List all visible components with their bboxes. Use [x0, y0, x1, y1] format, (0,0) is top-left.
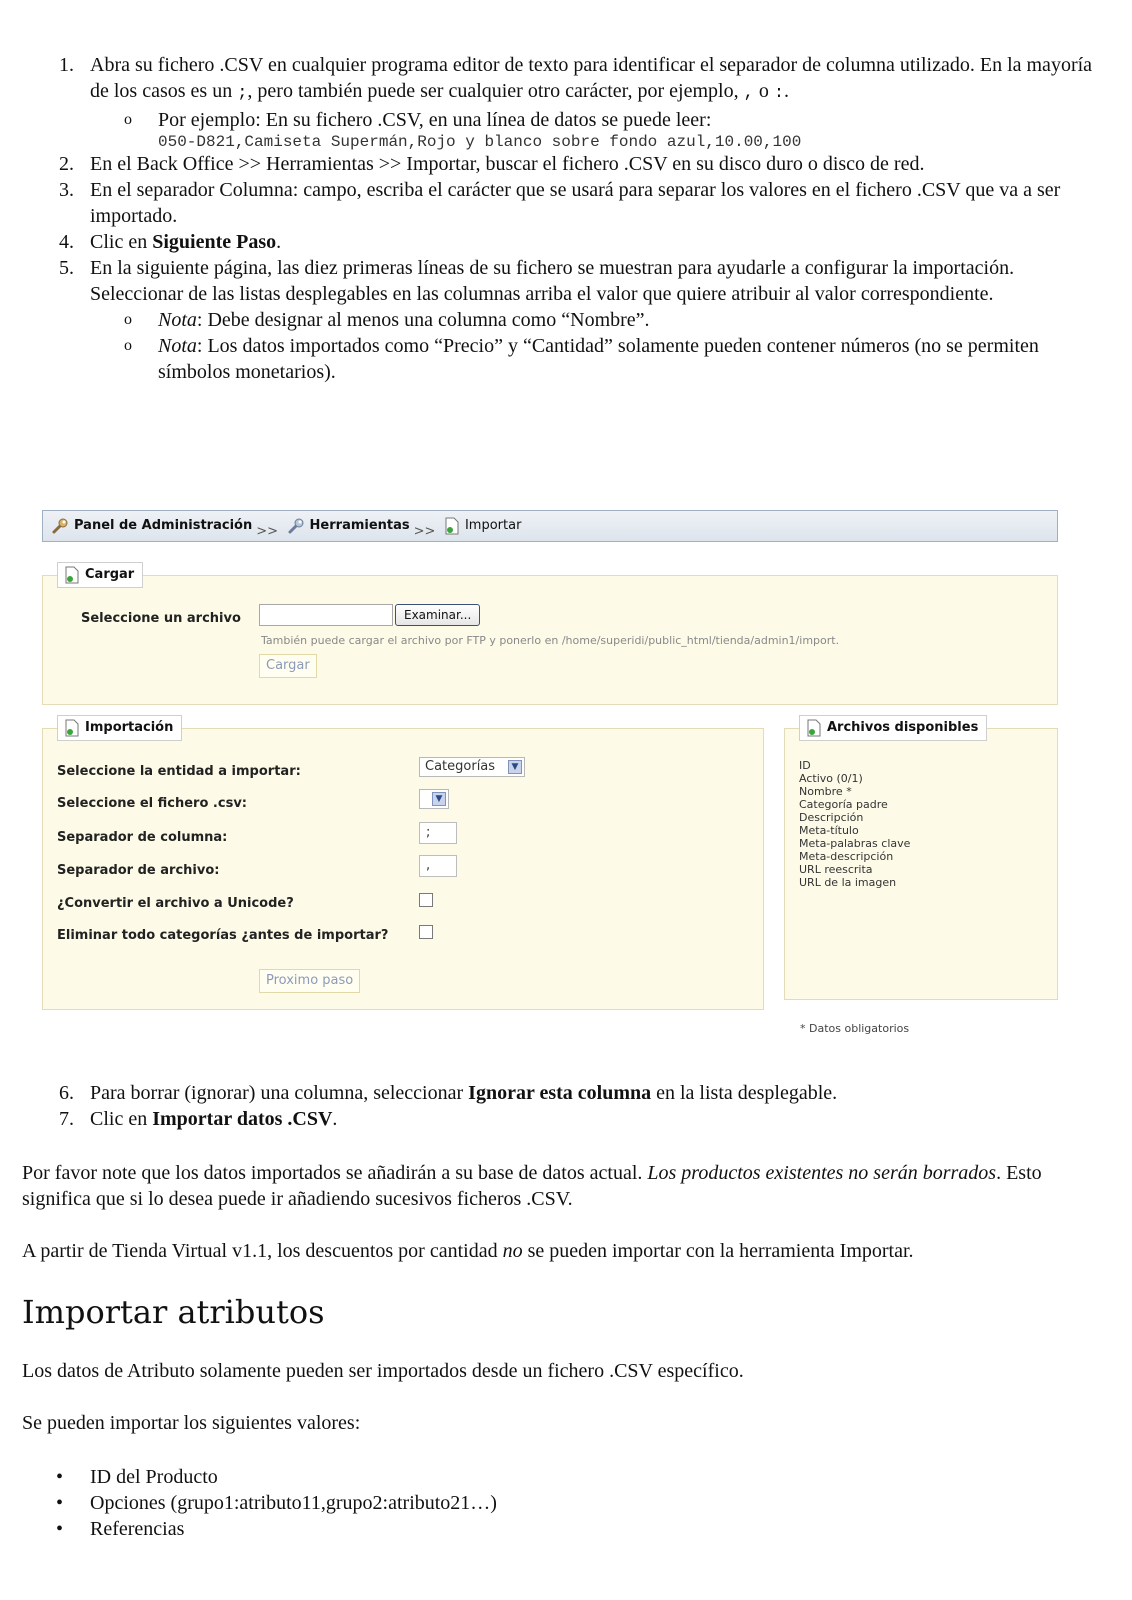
list-item: URL reescrita — [799, 863, 873, 876]
list-item: URL de la imagen — [799, 876, 897, 889]
next-step-button[interactable]: Proximo paso — [259, 969, 360, 993]
notes-sublist — [90, 307, 1110, 385]
select-file-label: Seleccione un archivo — [81, 611, 241, 626]
paragraph-values: Se pueden importar los siguientes valores: — [22, 1412, 361, 1434]
entity-select[interactable]: Categorías ▼ — [419, 757, 525, 777]
note-item: o Nota: Debe designar al menos una columna como “Nombre”. — [124, 309, 650, 331]
document-add-icon — [444, 517, 460, 535]
archivos-fieldset — [784, 720, 1058, 1000]
bullet-dot: • — [56, 1492, 64, 1514]
note-item: o Nota: Los datos importados como “Precio” y “Cantidad” solamente pueden contener números (no se permiten símbolos monetarios). — [124, 335, 1039, 383]
step-2: 2. En el Back Office >> Herramientas >> Importar, buscar el fichero .CSV en su disco duro o disco de red. — [59, 153, 925, 175]
upload-button[interactable]: Cargar — [259, 654, 317, 678]
column-separator-input[interactable]: ; — [419, 822, 457, 844]
paragraph-version: A partir de Tienda Virtual v1.1, los descuentos por cantidad no se pueden importar con la herramienta Importar. — [22, 1240, 914, 1262]
breadcrumb: Panel de Administración >> Herramientas >> Importar — [42, 510, 1058, 542]
unicode-label: ¿Convertir el archivo a Unicode? — [57, 896, 294, 911]
breadcrumb-panel[interactable]: Panel de Administración — [51, 511, 252, 541]
list-item: Descripción — [799, 811, 864, 824]
wrench-icon — [287, 517, 305, 535]
csv-file-select[interactable] — [419, 789, 449, 809]
list-item: Activo (0/1) — [799, 772, 863, 785]
file-separator-label: Separador de archivo: — [57, 863, 220, 878]
chevron-down-icon: ▼ — [432, 792, 446, 806]
step-7: 7. Clic en Importar datos .CSV. — [59, 1108, 338, 1130]
cargar-fieldset — [42, 567, 1058, 705]
step-4: 4. Clic en Siguiente Paso. — [59, 231, 282, 253]
steps-list-top — [0, 52, 1110, 385]
list-item: Categoría padre — [799, 798, 888, 811]
example-item: o Por ejemplo: En su fichero .CSV, en una línea de datos se puede leer: — [124, 109, 712, 131]
paragraph-attributes: Los datos de Atributo solamente pueden ser importados desde un fichero .CSV específico. — [22, 1360, 744, 1382]
values-list — [0, 1464, 497, 1542]
document-add-icon — [64, 566, 80, 584]
unicode-checkbox[interactable] — [419, 893, 433, 907]
breadcrumb-tools[interactable]: Herramientas — [287, 511, 410, 541]
entity-label: Seleccione la entidad a importar: — [57, 764, 301, 779]
breadcrumb-import: Importar — [444, 511, 521, 541]
step-1: 1. Abra su fichero .CSV en cualquier programa editor de texto para identificar el separador de columna utilizado. En la mayoría de los casos es un ;, pero también puede ser cualquier otro carácter, por ejemplo, , o :. o Por ejemplo: En su fichero .CSV, en una línea de datos se puede leer: 050-D821,Camiseta Supermán,Rojo y blanco sobre fondo azul,10.00,100 — [0, 52, 1110, 151]
file-path-input[interactable] — [259, 604, 393, 626]
admin-import-screenshot — [40, 510, 1060, 1055]
bullet-dot: • — [56, 1466, 64, 1488]
step-5: 5. En la siguiente página, las diez primeras líneas de su fichero se muestran para ayudarle a configurar la importación. Seleccionar de las listas desplegables en las columnas arriba el valor que quiere atribuir al valor correspondiente. o Nota: Debe designar al menos una columna como “Nombre”. o Nota: Los datos importados como “Precio” y “Cantidad” solamente pueden contener números (no se permiten símbolos monetarios). — [0, 255, 1110, 385]
bullet-dot: • — [56, 1518, 64, 1540]
example-sublist — [90, 107, 1110, 133]
csv-example-line: 050-D821,Camiseta Supermán,Rojo y blanco sobre fondo azul,10.00,100 — [158, 133, 802, 151]
list-item: • Referencias — [56, 1518, 185, 1540]
file-separator-input[interactable]: , — [419, 855, 457, 877]
section-heading: Importar atributos — [22, 1293, 325, 1331]
list-item: Meta-palabras clave — [799, 837, 911, 850]
hollow-bullet: o — [124, 111, 132, 128]
column-separator-label: Separador de columna: — [57, 830, 228, 845]
csv-file-label: Seleccione el fichero .csv: — [57, 796, 247, 811]
list-item: • ID del Producto — [56, 1466, 218, 1488]
chevron-down-icon: ▼ — [508, 760, 522, 774]
ftp-hint: También puede cargar el archivo por FTP y ponerlo en /home/superidi/public_html/tienda/admin1/import. — [261, 634, 840, 647]
paragraph-note: Por favor note que los datos importados se añadirán a su base de datos actual. Los productos existentes no serán borrados. Esto significa que si lo desea puede ir añadiendo sucesivos ficheros .CSV. — [22, 1162, 1042, 1210]
cargar-legend: Cargar — [57, 562, 143, 588]
step-6: 6. Para borrar (ignorar) una columna, seleccionar Ignorar esta columna en la lista desplegable. — [59, 1082, 838, 1104]
archivos-legend: Archivos disponibles — [799, 715, 987, 741]
list-item: Meta-título — [799, 824, 859, 837]
list-item: Nombre * — [799, 785, 852, 798]
step-number: 1. — [59, 54, 74, 76]
browse-button[interactable]: Examinar... — [395, 604, 480, 626]
required-footnote: * Datos obligatorios — [800, 1022, 910, 1035]
steps-list-bottom — [0, 1080, 1110, 1132]
importacion-fieldset — [42, 720, 764, 1010]
step-3: 3. En el separador Columna: campo, escriba el carácter que se usará para separar los valores en el fichero .CSV que va a ser importado. — [59, 179, 1061, 227]
delete-checkbox[interactable] — [419, 925, 433, 939]
importacion-legend: Importación — [57, 715, 182, 741]
document-add-icon — [64, 719, 80, 737]
document-add-icon — [806, 719, 822, 737]
list-item: ID — [799, 759, 811, 772]
list-item: Meta-descripción — [799, 850, 894, 863]
list-item: • Opciones (grupo1:atributo11,grupo2:atributo21…) — [56, 1492, 497, 1514]
available-fields-list — [799, 759, 910, 889]
delete-label: Eliminar todo categorías ¿antes de importar? — [57, 928, 389, 943]
wrench-icon — [51, 517, 69, 535]
